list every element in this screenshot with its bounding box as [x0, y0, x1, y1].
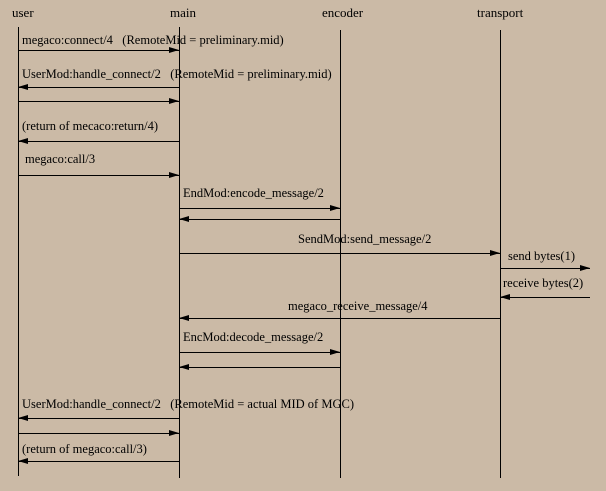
message-label: (return of mecaco:return/4) [22, 119, 159, 133]
message-arrow-line [18, 433, 179, 434]
message-arrow-line [18, 87, 179, 88]
lifeline-label-transport: transport [477, 5, 524, 20]
message-label: EncMod:decode_message/2 [183, 330, 324, 344]
message-arrow-line [179, 367, 340, 368]
message-arrow-line [18, 418, 179, 419]
arrowhead-right-icon [580, 265, 590, 271]
arrowhead-left-icon [18, 138, 28, 144]
arrowhead-right-icon [169, 430, 179, 436]
message-arrow-line [18, 461, 179, 462]
arrowhead-right-icon [169, 47, 179, 53]
message-label: megaco_receive_message/4 [288, 299, 428, 313]
arrowhead-left-icon [179, 216, 189, 222]
message-label: EndMod:encode_message/2 [183, 186, 324, 200]
lifeline-transport [500, 30, 501, 478]
arrowhead-right-icon [330, 205, 340, 211]
message-arrow-line [179, 318, 500, 319]
message-arrow-line [18, 141, 179, 142]
message-arrow-line [179, 208, 340, 209]
message-arrow-line [179, 352, 340, 353]
arrowhead-left-icon [500, 294, 510, 300]
message-arrow-line [179, 219, 340, 220]
message-arrow-line [18, 175, 179, 176]
arrowhead-right-icon [330, 349, 340, 355]
message-arrow-line [18, 101, 179, 102]
arrowhead-left-icon [18, 415, 28, 421]
lifeline-label-user: user [12, 5, 34, 20]
message-label: (return of megaco:call/3) [22, 442, 147, 456]
lifeline-label-main: main [170, 5, 196, 20]
arrowhead-left-icon [179, 364, 189, 370]
arrowhead-right-icon [169, 172, 179, 178]
arrowhead-right-icon [169, 98, 179, 104]
lifeline-label-encoder: encoder [322, 5, 364, 20]
arrowhead-left-icon [179, 315, 189, 321]
arrowhead-left-icon [18, 458, 28, 464]
message-label: megaco:connect/4 (RemoteMid = preliminary.mid) [22, 33, 284, 47]
message-label: receive bytes(2) [503, 276, 584, 290]
message-arrow-line [500, 268, 590, 269]
message-arrow-line [500, 297, 590, 298]
lifeline-user [18, 27, 19, 476]
arrowhead-right-icon [490, 250, 500, 256]
message-label: send bytes(1) [508, 249, 575, 263]
message-label: megaco:call/3 [25, 152, 96, 166]
message-arrow-line [18, 50, 179, 51]
message-label: UserMod:handle_connect/2 (RemoteMid = actual MID of MGC) [22, 397, 354, 411]
message-label: SendMod:send_message/2 [298, 232, 432, 246]
message-arrow-line [179, 253, 500, 254]
message-label: UserMod:handle_connect/2 (RemoteMid = preliminary.mid) [22, 67, 332, 81]
arrowhead-left-icon [18, 84, 28, 90]
